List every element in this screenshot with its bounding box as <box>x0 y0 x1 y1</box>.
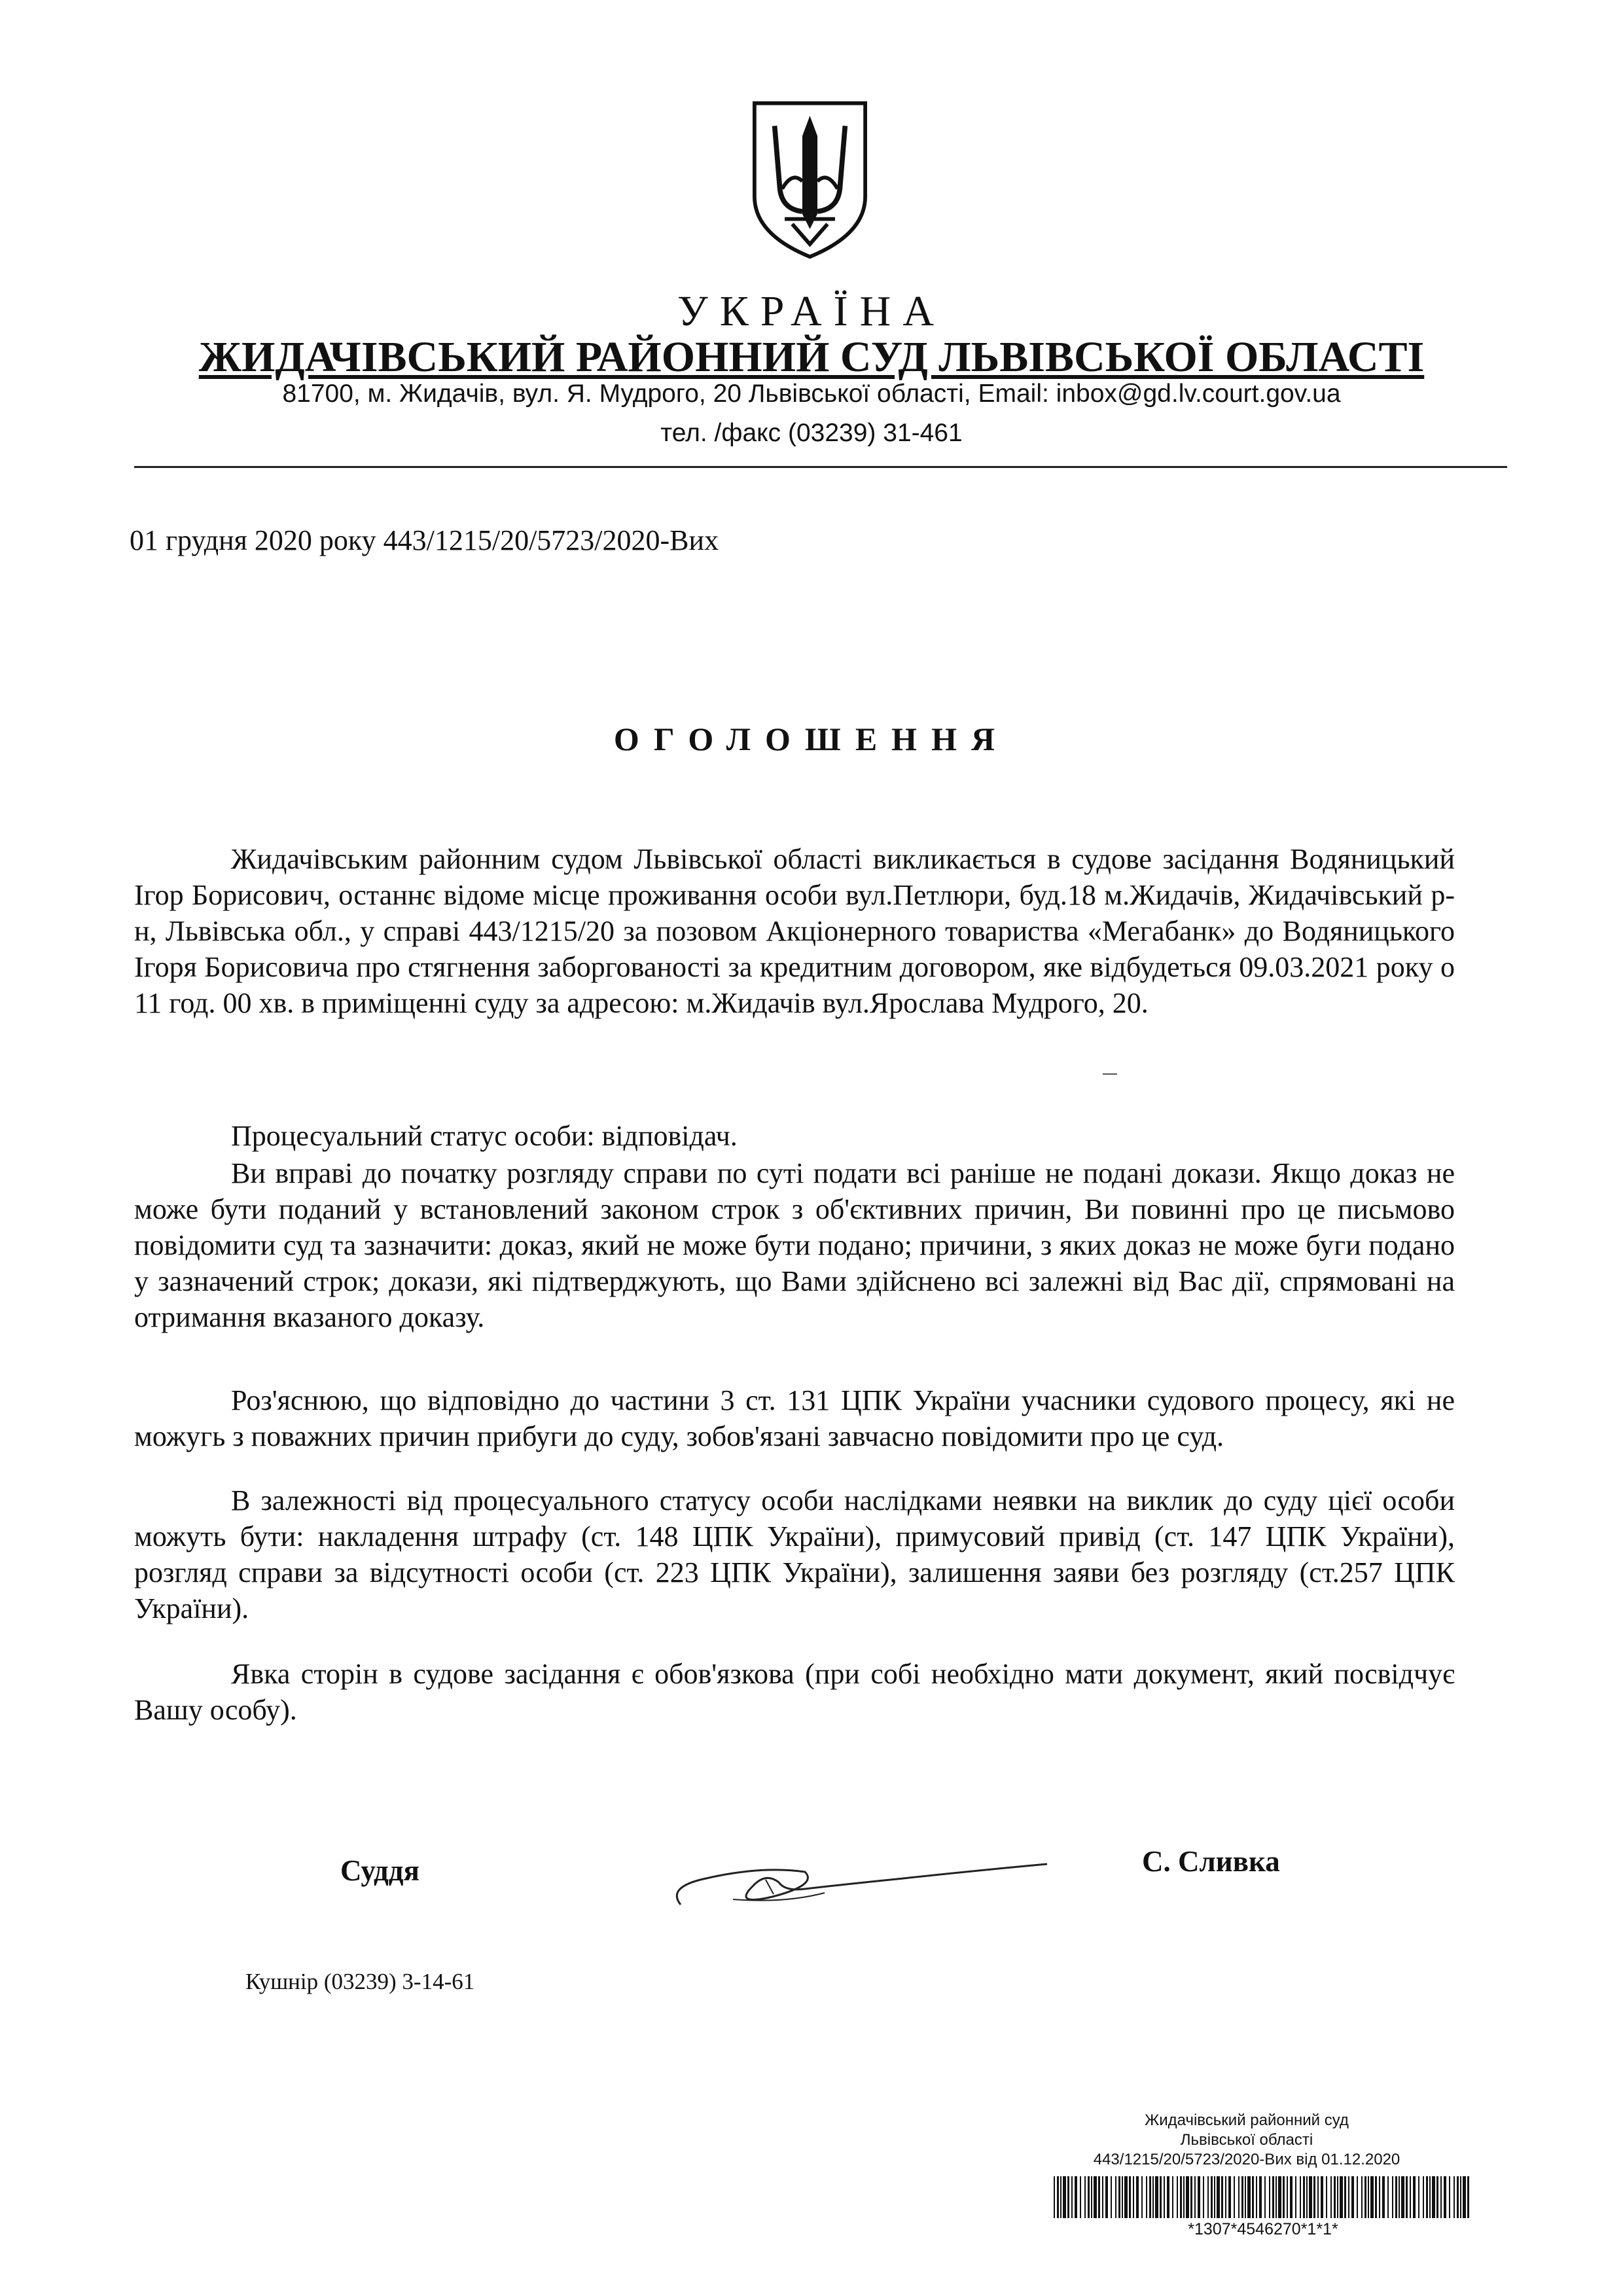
barcode-bar <box>1102 2176 1103 2218</box>
barcode-bar <box>1098 2176 1100 2218</box>
barcode-bar <box>1387 2176 1389 2218</box>
barcode-bar <box>1295 2176 1296 2218</box>
trident-coat-of-arms-icon <box>746 98 874 262</box>
barcode-bar <box>1406 2176 1408 2218</box>
barcode-bar <box>1364 2176 1366 2218</box>
executor-contact: Кушнір (03239) 3-14-61 <box>245 1969 475 1994</box>
country-name: УКРАЇНА <box>677 287 946 335</box>
barcode-bar <box>1063 2176 1066 2218</box>
stamp-region: Львівської області <box>1180 2131 1313 2149</box>
barcode-bar <box>1399 2176 1400 2218</box>
registration-stamp <box>1018 2111 1541 2170</box>
barcode-bar <box>1252 2176 1254 2218</box>
barcode-bar <box>1247 2176 1251 2218</box>
barcode-bar <box>1429 2176 1431 2218</box>
court-address: 81700, м. Жидачів, вул. Я. Мудрого, 20 Львівської області, Email: inbox@gd.lv.court.gov.ua <box>282 380 1341 408</box>
barcode-bar <box>1300 2176 1301 2218</box>
barcode-bar <box>1094 2176 1097 2218</box>
barcode-bar <box>1418 2176 1419 2218</box>
barcode-bar <box>1423 2176 1424 2218</box>
barcode-bar <box>1392 2176 1393 2218</box>
barcode-bar <box>1228 2176 1231 2218</box>
barcode-bar <box>1080 2176 1081 2218</box>
barcode-bar <box>1186 2176 1189 2218</box>
barcode-text: *1307*4546270*1*1* <box>1188 2220 1338 2238</box>
barcode-bar <box>1075 2176 1077 2218</box>
barcode-bar <box>1444 2176 1446 2218</box>
header-divider <box>134 466 1507 468</box>
barcode-bar <box>1211 2176 1213 2218</box>
barcode-bar <box>1290 2176 1293 2218</box>
barcode-bar <box>1287 2176 1288 2218</box>
barcode-bar <box>1177 2176 1178 2218</box>
barcode-bar <box>1457 2176 1459 2218</box>
barcode-bar <box>1440 2176 1442 2218</box>
barcode-bar <box>1313 2176 1315 2218</box>
barcode-bar <box>1054 2176 1055 2218</box>
barcode-bar <box>1351 2176 1354 2218</box>
barcode-bar <box>1426 2176 1428 2218</box>
paragraph-evidence: Ви вправі до початку розгляду справи по суті подати всі раніше не подані докази. Якщо доказ не може бути поданий у встановлений законом строк з об'єктивних причин, Ви повинні про це письмово повідомити суд та зазначити: доказ, який не може бути подано; причини, з яких доказ не може буги подано у зазначений строк; докази, які підтверджують, що Вами здійснено всі залежні від Вас дії, спрямовані на отримання вказаного доказу. <box>134 1157 1455 1333</box>
stamp-reg-number: 443/1215/20/5723/2020-Вих від 01.12.2020 <box>1093 2151 1400 2168</box>
barcode-bar <box>1105 2176 1108 2218</box>
paragraph-attendance: Явка сторін в судове засідання є обов'язкова (при собі необхідно мати документ, який посвідчує Вашу особу). <box>134 1658 1455 1726</box>
barcode-bar <box>1269 2176 1270 2218</box>
barcode-bar <box>1256 2176 1257 2218</box>
barcode-bar <box>1467 2176 1469 2218</box>
barcode-bar <box>1234 2176 1235 2218</box>
document-title: ОГОЛОШЕННЯ <box>613 721 1010 757</box>
barcode-bar <box>1141 2176 1143 2218</box>
barcode-bar <box>1111 2176 1112 2218</box>
barcode-bar <box>1172 2176 1173 2218</box>
barcode <box>1054 2176 1472 2218</box>
judge-label: Суддя <box>340 1854 419 1887</box>
barcode-bar <box>1340 2176 1343 2218</box>
barcode-bar <box>1375 2176 1377 2218</box>
barcode-bar <box>1344 2176 1346 2218</box>
stamp-court: Жидачівський районний суд <box>1145 2111 1349 2129</box>
barcode-bar <box>1071 2176 1073 2218</box>
barcode-bar <box>1167 2176 1169 2218</box>
barcode-bar <box>1348 2176 1349 2218</box>
barcode-bar <box>1303 2176 1305 2218</box>
barcode-bar <box>1264 2176 1266 2218</box>
barcode-bar <box>1088 2176 1090 2218</box>
barcode-bar <box>1357 2176 1358 2218</box>
barcode-bar <box>1136 2176 1139 2218</box>
barcode-bar <box>1060 2176 1061 2218</box>
barcode-bar <box>1221 2176 1223 2218</box>
barcode-bar <box>1118 2176 1120 2218</box>
barcode-bar <box>1203 2176 1204 2218</box>
barcode-bar <box>1321 2176 1323 2218</box>
barcode-bar <box>1361 2176 1363 2218</box>
barcode-bar <box>1454 2176 1455 2218</box>
barcode-bar <box>1198 2176 1200 2218</box>
barcode-bar <box>1164 2176 1165 2218</box>
barcode-bar <box>1436 2176 1438 2218</box>
barcode-bar <box>1238 2176 1240 2218</box>
barcode-bar <box>1306 2176 1308 2218</box>
barcode-bar <box>1057 2176 1059 2218</box>
barcode-bar <box>1309 2176 1312 2218</box>
barcode-bar <box>1382 2176 1385 2218</box>
barcode-bar <box>1115 2176 1116 2218</box>
paragraph-explanation: Роз'яснюю, що відповідно до частини 3 ст. 131 ЦПК України учасники судового процесу, які не можугь з поважних причин прибуги до суду, зобов'язані завчасно повідомити про це суд. <box>134 1384 1455 1452</box>
barcode-bar <box>1155 2176 1158 2218</box>
barcode-bar <box>1183 2176 1185 2218</box>
court-name: ЖИДАЧІВСЬКИЙ РАЙОННИЙ СУД ЛЬВІВСЬКОЇ ОБЛАСТІ <box>198 333 1425 381</box>
barcode-bar <box>1122 2176 1123 2218</box>
barcode-bar <box>1334 2176 1336 2218</box>
barcode-bar <box>1214 2176 1215 2218</box>
barcode-bar <box>1180 2176 1182 2218</box>
barcode-bar <box>1463 2176 1466 2218</box>
barcode-bar <box>1275 2176 1277 2218</box>
barcode-bar <box>1190 2176 1192 2218</box>
barcode-bar <box>1084 2176 1086 2218</box>
barcode-bar <box>1460 2176 1461 2218</box>
paragraph-status: Процесуальний статус особи: відповідач. <box>231 1120 738 1152</box>
barcode-bar <box>1413 2176 1416 2218</box>
barcode-bar <box>1225 2176 1226 2218</box>
barcode-bar <box>1091 2176 1092 2218</box>
barcode-bar <box>1217 2176 1220 2218</box>
barcode-bar <box>1401 2176 1404 2218</box>
barcode-bar <box>1379 2176 1380 2218</box>
court-phone: тел. /факс (03239) 31-461 <box>660 419 963 447</box>
barcode-bar <box>1133 2176 1134 2218</box>
barcode-bar <box>1410 2176 1411 2218</box>
barcode-bar <box>1259 2176 1262 2218</box>
barcode-bar <box>1283 2176 1285 2218</box>
outgoing-reference: 01 грудня 2020 року 443/1215/20/5723/2020-Вих <box>130 524 719 556</box>
barcode-bar <box>1245 2176 1246 2218</box>
barcode-bar <box>1194 2176 1196 2218</box>
barcode-bar <box>1368 2176 1369 2218</box>
barcode-bar <box>1152 2176 1154 2218</box>
barcode-bar <box>1326 2176 1327 2218</box>
barcode-bar <box>1207 2176 1209 2218</box>
paragraph-consequences: В залежності від процесуального статусу особи наслідками неявки на виклик до суду цієї особи можуть бути: накладення штрафу (ст. 148 ЦПК України), примусовий привід (ст. 147 ЦПК України), розгляд справи за відсутності особи (ст. 223 ЦПК України), залишення заяви без розгляду (ст.257 ЦПК України). <box>134 1484 1455 1624</box>
barcode-bar <box>1272 2176 1274 2218</box>
judge-name: С. Сливка <box>1142 1845 1280 1878</box>
barcode-bar <box>1370 2176 1374 2218</box>
barcode-bar <box>1278 2176 1281 2218</box>
paragraph-summons: Жидачівським районним судом Львівської області викликається в судове засідання Водяницький Ігор Борисович, останнє відоме місце проживання особи вул.Петлюри, буд.18 м.Жидачів, Жидачівський р-н, Львівська обл., у справі 443/1215/20 за позовом Акціонерного товариства «Мегабанк» до Водяницького Ігоря Борисовича про стягнення заборгованості за кредитним договором, яке відбудеться 09.03.2021 року о 11 год. 00 хв. в приміщенні суду за адресою: м.Жидачів вул.Ярослава Мудрого, 20. <box>134 843 1455 1019</box>
barcode-bar <box>1449 2176 1450 2218</box>
barcode-bar <box>1160 2176 1162 2218</box>
stray-mark <box>1103 1073 1117 1075</box>
barcode-bar <box>1067 2176 1069 2218</box>
judge-signature <box>654 1826 1060 1918</box>
barcode-bar <box>1241 2176 1243 2218</box>
barcode-bar <box>1432 2176 1435 2218</box>
barcode-bar <box>1330 2176 1332 2218</box>
barcode-bar <box>1317 2176 1319 2218</box>
barcode-bar <box>1149 2176 1151 2218</box>
barcode-bar <box>1337 2176 1338 2218</box>
barcode-bar <box>1146 2176 1147 2218</box>
barcode-bar <box>1129 2176 1131 2218</box>
barcode-bar <box>1124 2176 1128 2218</box>
barcode-bar <box>1395 2176 1397 2218</box>
